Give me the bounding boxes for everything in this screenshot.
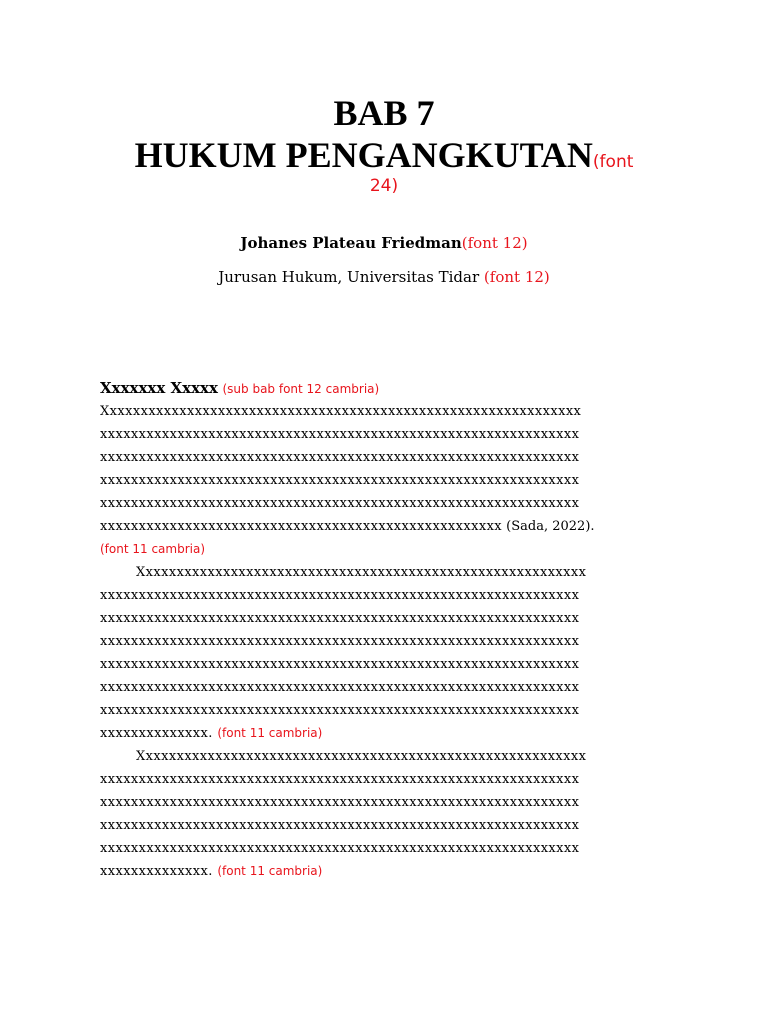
- affiliation: Jurusan Hukum, Universitas Tidar: [218, 268, 480, 286]
- paragraph-1-note-line: [100, 538, 668, 561]
- paragraph-line: xxxxxxxxxxxxxxxxxxxxxxxxxxxxxxxxxxxxxxxxxxxxxxxxxxxxxxxxxxxxxx: [100, 427, 580, 442]
- paragraph-line: xxxxxxxxxxxxxxxxxxxxxxxxxxxxxxxxxxxxxxxxxxxxxxxxxxxxxxxxxxxxxx: [100, 634, 580, 649]
- title-font-note-part2: 24): [369, 176, 399, 196]
- paragraph-text: xxxxxxxxxxxxxx.: [100, 726, 213, 741]
- chapter-name: HUKUM PENGANGKUTAN: [134, 135, 593, 175]
- paragraph-line: xxxxxxxxxxxxxxxxxxxxxxxxxxxxxxxxxxxxxxxxxxxxxxxxxxxxxxxxxxxxxx: [100, 818, 580, 833]
- author-name: Johanes Plateau Friedman: [240, 234, 462, 252]
- paragraph-3-first-line: Xxxxxxxxxxxxxxxxxxxxxxxxxxxxxxxxxxxxxxxxxxxxxxxxxxxxxxxxxx: [136, 749, 587, 764]
- chapter-number: BAB 7: [333, 93, 435, 133]
- chapter-title: [0, 92, 768, 183]
- section-body: [100, 377, 668, 883]
- citation: (Sada, 2022).: [502, 519, 595, 534]
- paragraph-text: xxxxxxxxxxxxxxxxxxxxxxxxxxxxxxxxxxxxxxxxxxxxxxxxxxxx: [100, 519, 503, 534]
- paragraph-line: xxxxxxxxxxxxxxxxxxxxxxxxxxxxxxxxxxxxxxxxxxxxxxxxxxxxxxxxxxxxxx: [100, 680, 580, 695]
- paragraph-2-first-line: Xxxxxxxxxxxxxxxxxxxxxxxxxxxxxxxxxxxxxxxxxxxxxxxxxxxxxxxxxx: [136, 565, 587, 580]
- paragraph-line: xxxxxxxxxxxxxxxxxxxxxxxxxxxxxxxxxxxxxxxxxxxxxxxxxxxxxxxxxxxxxx: [100, 450, 580, 465]
- paragraph-line: xxxxxxxxxxxxxxxxxxxxxxxxxxxxxxxxxxxxxxxxxxxxxxxxxxxxxxxxxxxxxx: [100, 496, 580, 511]
- paragraph-line: xxxxxxxxxxxxxxxxxxxxxxxxxxxxxxxxxxxxxxxxxxxxxxxxxxxxxxxxxxxxxx: [100, 795, 580, 810]
- paragraph-line: xxxxxxxxxxxxxxxxxxxxxxxxxxxxxxxxxxxxxxxxxxxxxxxxxxxxxxxxxxxxxx: [100, 611, 580, 626]
- subsection-font-note: (sub bab font 12 cambria): [222, 382, 380, 396]
- paragraph-3: [100, 768, 668, 860]
- paragraph-2-last-line: [100, 722, 668, 745]
- paragraph-line: xxxxxxxxxxxxxxxxxxxxxxxxxxxxxxxxxxxxxxxxxxxxxxxxxxxxxxxxxxxxxx: [100, 841, 580, 856]
- paragraph-2: [100, 584, 668, 722]
- paragraph-text: xxxxxxxxxxxxxx.: [100, 864, 213, 879]
- title-font-note-part1: (font: [592, 152, 634, 172]
- affiliation-font-note: (font 12): [483, 268, 550, 286]
- subsection-heading-line: [100, 377, 668, 400]
- paragraph-3-last-line: [100, 860, 668, 883]
- paragraph-font-note: (font 11 cambria): [100, 542, 206, 556]
- paragraph-1: [100, 400, 668, 515]
- paragraph-line: xxxxxxxxxxxxxxxxxxxxxxxxxxxxxxxxxxxxxxxxxxxxxxxxxxxxxxxxxxxxxx: [100, 473, 580, 488]
- paragraph-line: xxxxxxxxxxxxxxxxxxxxxxxxxxxxxxxxxxxxxxxxxxxxxxxxxxxxxxxxxxxxxx: [100, 772, 580, 787]
- subsection-heading: Xxxxxxx Xxxxx: [100, 379, 218, 397]
- affiliation-line: [0, 268, 768, 286]
- paragraph-line: xxxxxxxxxxxxxxxxxxxxxxxxxxxxxxxxxxxxxxxxxxxxxxxxxxxxxxxxxxxxxx: [100, 588, 580, 603]
- paragraph-font-note: (font 11 cambria): [217, 864, 323, 878]
- paragraph-line: Xxxxxxxxxxxxxxxxxxxxxxxxxxxxxxxxxxxxxxxxxxxxxxxxxxxxxxxxxxxxxx: [100, 404, 582, 419]
- paragraph-line: xxxxxxxxxxxxxxxxxxxxxxxxxxxxxxxxxxxxxxxxxxxxxxxxxxxxxxxxxxxxxx: [100, 657, 580, 672]
- paragraph-line: xxxxxxxxxxxxxxxxxxxxxxxxxxxxxxxxxxxxxxxxxxxxxxxxxxxxxxxxxxxxxx: [100, 703, 580, 718]
- paragraph-font-note: (font 11 cambria): [217, 726, 323, 740]
- author-line: [0, 234, 768, 252]
- author-font-note: (font 12): [461, 234, 528, 252]
- paragraph-1-last-line: [100, 515, 668, 538]
